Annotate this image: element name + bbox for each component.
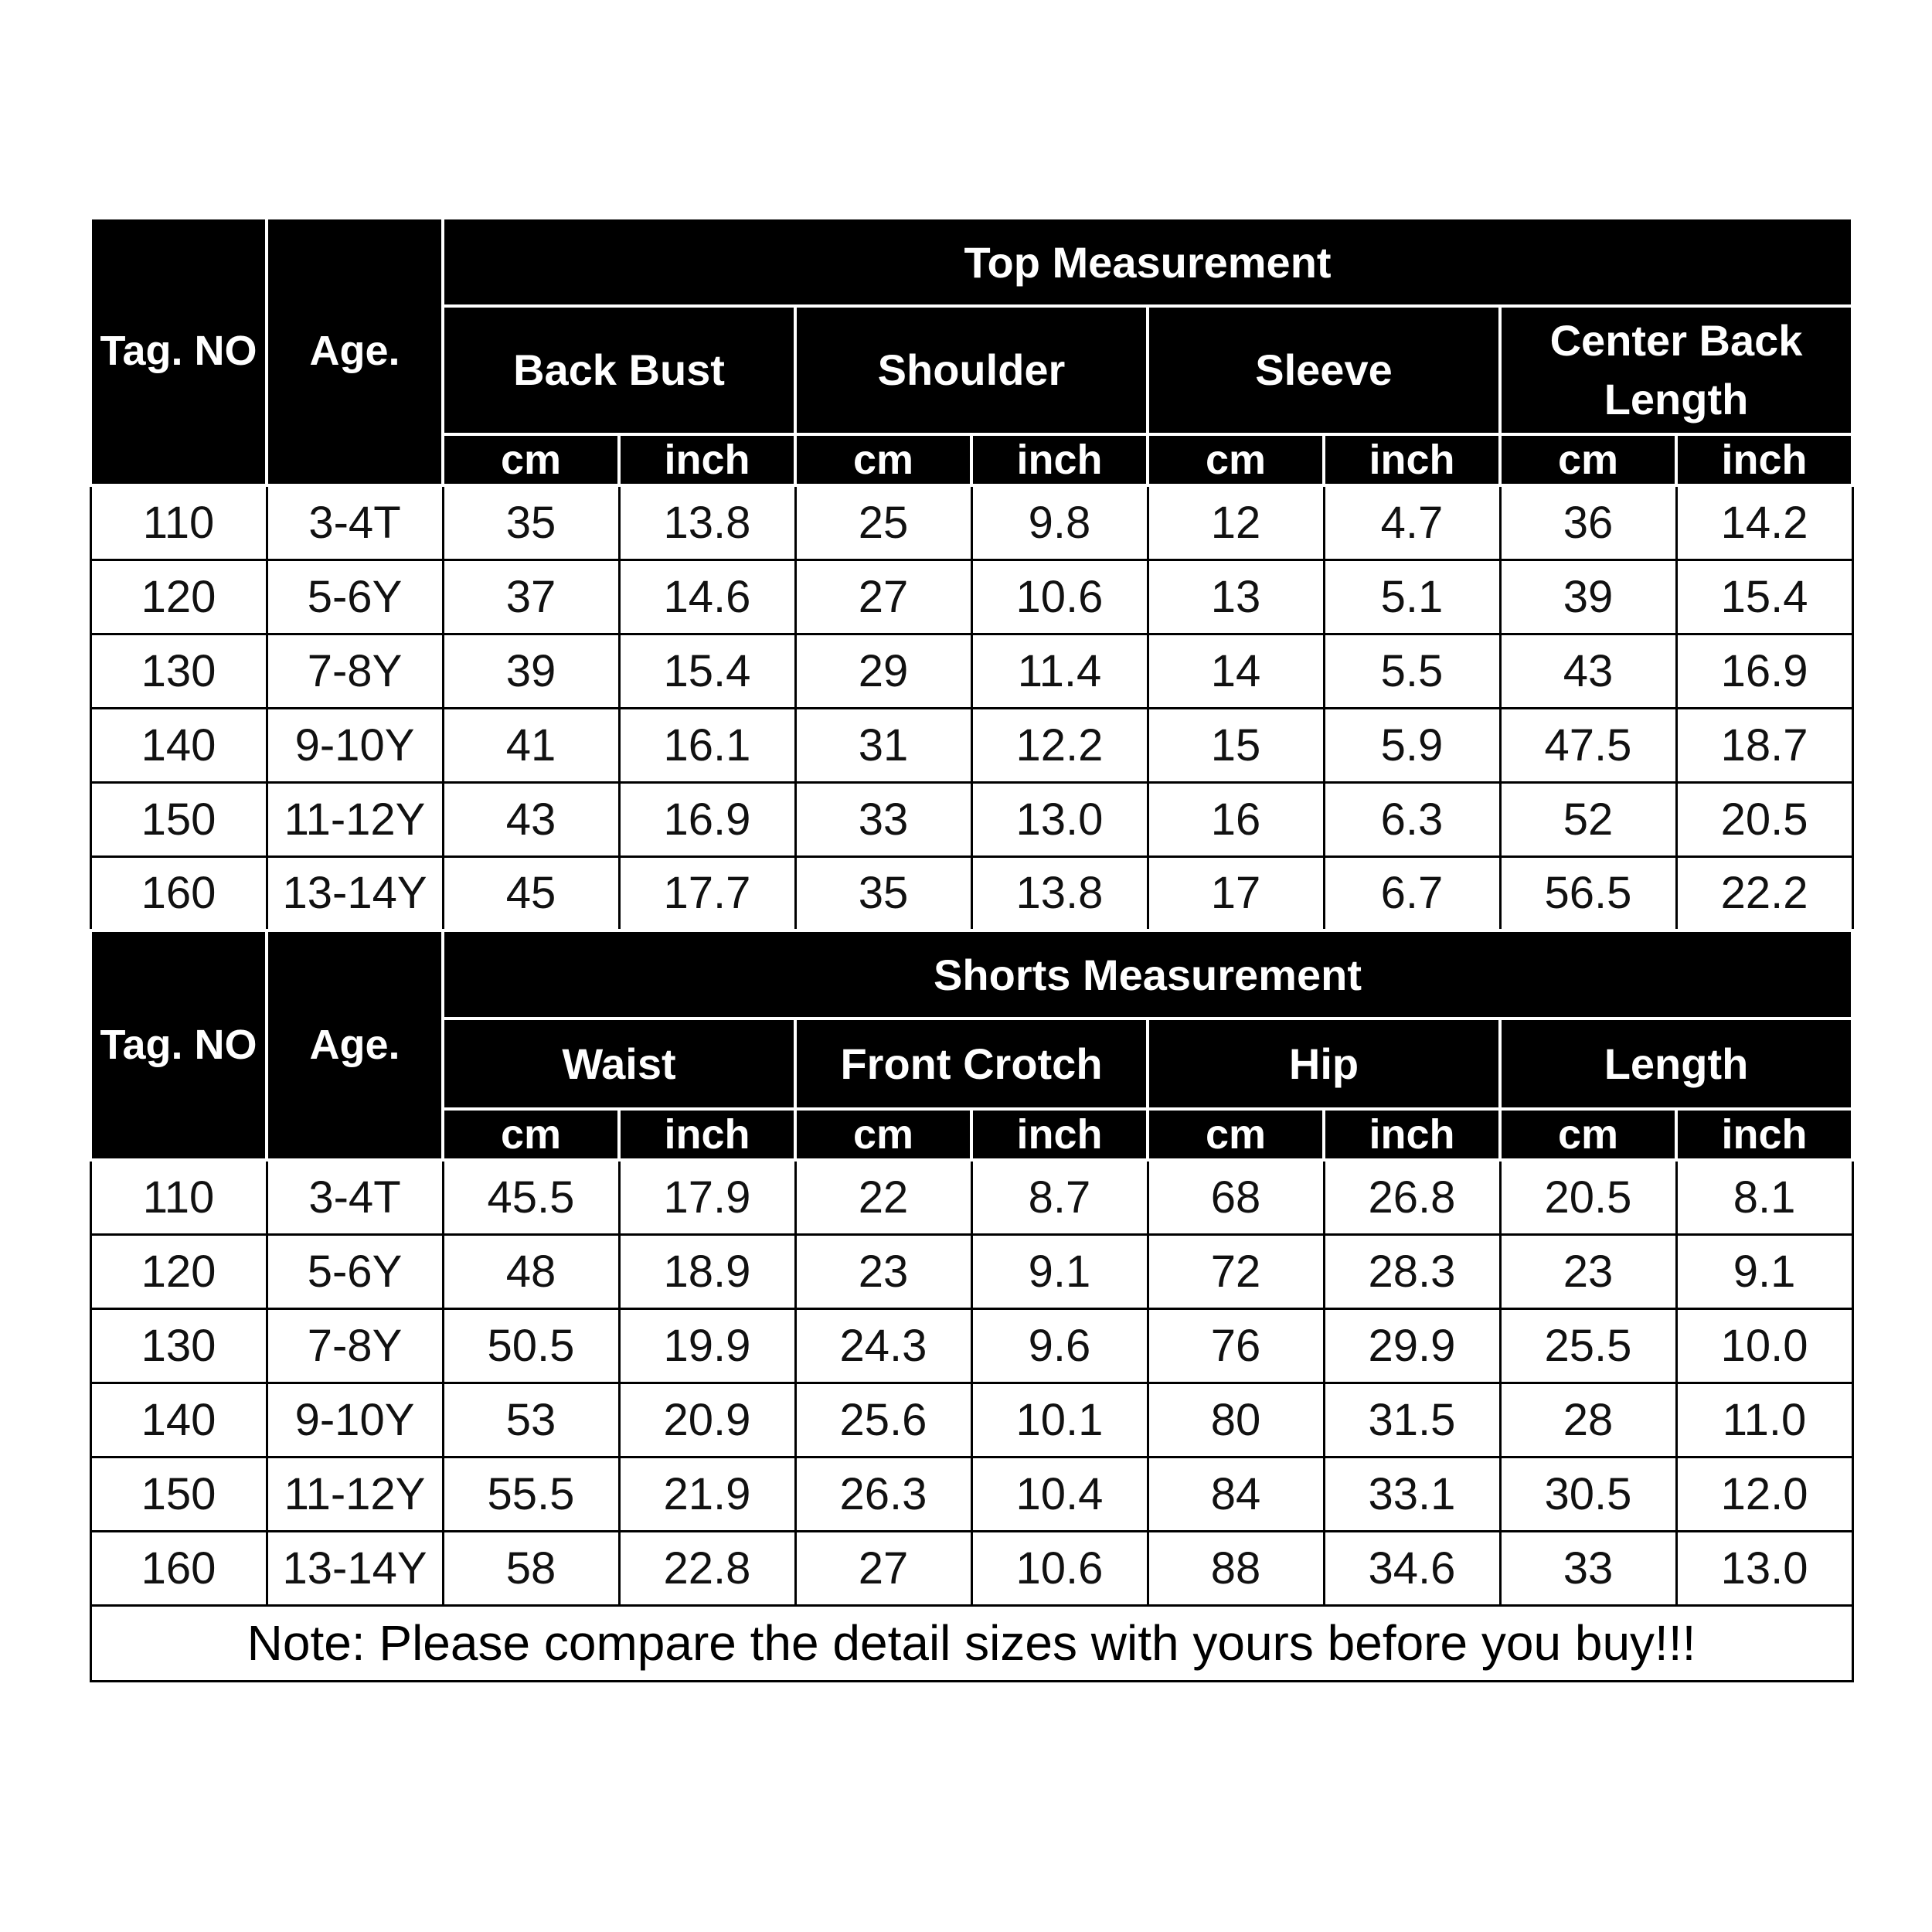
measurement-cell: 5.1 [1324,560,1500,634]
measurement-cell: 39 [443,634,619,708]
measurement-cell: 29 [795,634,971,708]
measurement-cell: 15 [1148,708,1324,782]
measurement-cell: 26.8 [1324,1160,1500,1234]
measurement-cell: 43 [1500,634,1676,708]
measurement-cell: 33 [1500,1531,1676,1605]
measurement-cell: 27 [795,560,971,634]
measurement-cell: 25.5 [1500,1308,1676,1383]
shorts-measurement-section [90,930,1852,1160]
tag-no-header: Tag. NO [90,218,267,485]
tag-no-cell: 120 [90,560,267,634]
top-measurement-section [90,218,1852,485]
measurement-cell: 36 [1500,485,1676,560]
top-measurement-rows [90,485,1852,930]
measurement-cell: 20.5 [1676,782,1852,856]
unit-header: cm [795,434,971,485]
measurement-cell: 35 [443,485,619,560]
age-cell: 11-12Y [267,1457,443,1531]
measurement-cell: 25 [795,485,971,560]
measurement-cell: 37 [443,560,619,634]
measurement-cell: 47.5 [1500,708,1676,782]
table-row [90,1383,1852,1457]
unit-header: cm [1148,434,1324,485]
measurement-cell: 53 [443,1383,619,1457]
measurement-cell: 43 [443,782,619,856]
shoulder-header: Shoulder [795,306,1148,434]
measurement-cell: 20.5 [1500,1160,1676,1234]
age-cell: 7-8Y [267,634,443,708]
tag-no-cell: 140 [90,708,267,782]
unit-header: cm [1500,434,1676,485]
age-cell: 3-4T [267,1160,443,1234]
measurement-cell: 25.6 [795,1383,971,1457]
measurement-cell: 68 [1148,1160,1324,1234]
measurement-cell: 12 [1148,485,1324,560]
size-chart-table [89,216,1854,1682]
tag-no-cell: 150 [90,782,267,856]
measurement-cell: 84 [1148,1457,1324,1531]
age-cell: 5-6Y [267,1234,443,1308]
measurement-cell: 28 [1500,1383,1676,1457]
measurement-cell: 9.1 [1676,1234,1852,1308]
size-note: Note: Please compare the detail sizes with yours before you buy!!! [90,1605,1852,1681]
measurement-cell: 14 [1148,634,1324,708]
measurement-cell: 45.5 [443,1160,619,1234]
tag-no-cell: 130 [90,634,267,708]
age-cell: 5-6Y [267,560,443,634]
table-row [90,1234,1852,1308]
unit-header: inch [1676,1109,1852,1160]
unit-header: inch [1324,1109,1500,1160]
hip-header: Hip [1148,1019,1500,1109]
measurement-cell: 18.7 [1676,708,1852,782]
measurement-cell: 10.6 [971,1531,1148,1605]
tag-no-cell: 160 [90,1531,267,1605]
measurement-cell: 52 [1500,782,1676,856]
measurement-cell: 6.7 [1324,856,1500,930]
measurement-cell: 35 [795,856,971,930]
measurement-cell: 20.9 [619,1383,795,1457]
table-row [90,708,1852,782]
measurement-cell: 22 [795,1160,971,1234]
measurement-cell: 48 [443,1234,619,1308]
table-row [90,1531,1852,1605]
age-cell: 9-10Y [267,1383,443,1457]
table-row [90,1457,1852,1531]
measurement-cell: 41 [443,708,619,782]
measurement-cell: 23 [1500,1234,1676,1308]
table-row [90,485,1852,560]
unit-header: cm [1148,1109,1324,1160]
measurement-cell: 10.6 [971,560,1148,634]
table-row [90,560,1852,634]
tag-no-cell: 150 [90,1457,267,1531]
age-header: Age. [267,218,443,485]
measurement-cell: 12.2 [971,708,1148,782]
front-crotch-header: Front Crotch [795,1019,1148,1109]
tag-no-cell: 130 [90,1308,267,1383]
measurement-cell: 16.9 [619,782,795,856]
measurement-cell: 56.5 [1500,856,1676,930]
measurement-cell: 9.1 [971,1234,1148,1308]
measurement-cell: 76 [1148,1308,1324,1383]
unit-header: cm [1500,1109,1676,1160]
table-row [90,1308,1852,1383]
measurement-cell: 34.6 [1324,1531,1500,1605]
unit-header: inch [619,434,795,485]
measurement-cell: 9.6 [971,1308,1148,1383]
age-cell: 7-8Y [267,1308,443,1383]
measurement-cell: 55.5 [443,1457,619,1531]
age-cell: 11-12Y [267,782,443,856]
measurement-cell: 80 [1148,1383,1324,1457]
tag-no-cell: 120 [90,1234,267,1308]
measurement-cell: 72 [1148,1234,1324,1308]
back-bust-header: Back Bust [443,306,795,434]
measurement-cell: 28.3 [1324,1234,1500,1308]
measurement-cell: 27 [795,1531,971,1605]
measurement-cell: 8.1 [1676,1160,1852,1234]
unit-header: cm [443,434,619,485]
tag-no-cell: 140 [90,1383,267,1457]
measurement-cell: 22.8 [619,1531,795,1605]
measurement-cell: 14.2 [1676,485,1852,560]
note-section [90,1605,1852,1681]
measurement-cell: 17.7 [619,856,795,930]
measurement-cell: 8.7 [971,1160,1148,1234]
tag-no-header: Tag. NO [90,930,267,1160]
measurement-cell: 5.5 [1324,634,1500,708]
measurement-cell: 11.0 [1676,1383,1852,1457]
measurement-cell: 39 [1500,560,1676,634]
measurement-cell: 16.9 [1676,634,1852,708]
measurement-cell: 88 [1148,1531,1324,1605]
top-measurement-title: Top Measurement [443,218,1852,306]
measurement-cell: 6.3 [1324,782,1500,856]
measurement-cell: 13.8 [971,856,1148,930]
measurement-cell: 22.2 [1676,856,1852,930]
tag-no-cell: 110 [90,485,267,560]
waist-header: Waist [443,1019,795,1109]
table-row [90,856,1852,930]
measurement-cell: 17.9 [619,1160,795,1234]
measurement-cell: 24.3 [795,1308,971,1383]
measurement-cell: 21.9 [619,1457,795,1531]
length-header: Length [1500,1019,1852,1109]
age-cell: 13-14Y [267,856,443,930]
measurement-cell: 16 [1148,782,1324,856]
measurement-cell: 5.9 [1324,708,1500,782]
measurement-cell: 13.0 [1676,1531,1852,1605]
measurement-cell: 4.7 [1324,485,1500,560]
sleeve-header: Sleeve [1148,306,1500,434]
measurement-cell: 29.9 [1324,1308,1500,1383]
measurement-cell: 17 [1148,856,1324,930]
measurement-cell: 30.5 [1500,1457,1676,1531]
measurement-cell: 9.8 [971,485,1148,560]
measurement-cell: 33 [795,782,971,856]
measurement-cell: 33.1 [1324,1457,1500,1531]
measurement-cell: 50.5 [443,1308,619,1383]
age-cell: 3-4T [267,485,443,560]
measurement-cell: 15.4 [619,634,795,708]
measurement-cell: 58 [443,1531,619,1605]
measurement-cell: 10.4 [971,1457,1148,1531]
unit-header: inch [971,434,1148,485]
unit-header: inch [1324,434,1500,485]
measurement-cell: 12.0 [1676,1457,1852,1531]
measurement-cell: 13.0 [971,782,1148,856]
unit-header: cm [795,1109,971,1160]
center-back-length-header: Center Back Length [1500,306,1852,434]
measurement-cell: 23 [795,1234,971,1308]
age-header: Age. [267,930,443,1160]
measurement-cell: 13 [1148,560,1324,634]
measurement-cell: 19.9 [619,1308,795,1383]
age-cell: 9-10Y [267,708,443,782]
unit-header: cm [443,1109,619,1160]
measurement-cell: 18.9 [619,1234,795,1308]
unit-header: inch [619,1109,795,1160]
table-row [90,1160,1852,1234]
measurement-cell: 10.1 [971,1383,1148,1457]
tag-no-cell: 110 [90,1160,267,1234]
measurement-cell: 13.8 [619,485,795,560]
shorts-measurement-rows [90,1160,1852,1605]
table-row [90,634,1852,708]
measurement-cell: 31.5 [1324,1383,1500,1457]
measurement-cell: 45 [443,856,619,930]
measurement-cell: 16.1 [619,708,795,782]
unit-header: inch [971,1109,1148,1160]
measurement-cell: 10.0 [1676,1308,1852,1383]
measurement-cell: 14.6 [619,560,795,634]
measurement-cell: 15.4 [1676,560,1852,634]
measurement-cell: 31 [795,708,971,782]
shorts-measurement-title: Shorts Measurement [443,930,1852,1019]
unit-header: inch [1676,434,1852,485]
measurement-cell: 26.3 [795,1457,971,1531]
tag-no-cell: 160 [90,856,267,930]
age-cell: 13-14Y [267,1531,443,1605]
measurement-cell: 11.4 [971,634,1148,708]
table-row [90,782,1852,856]
